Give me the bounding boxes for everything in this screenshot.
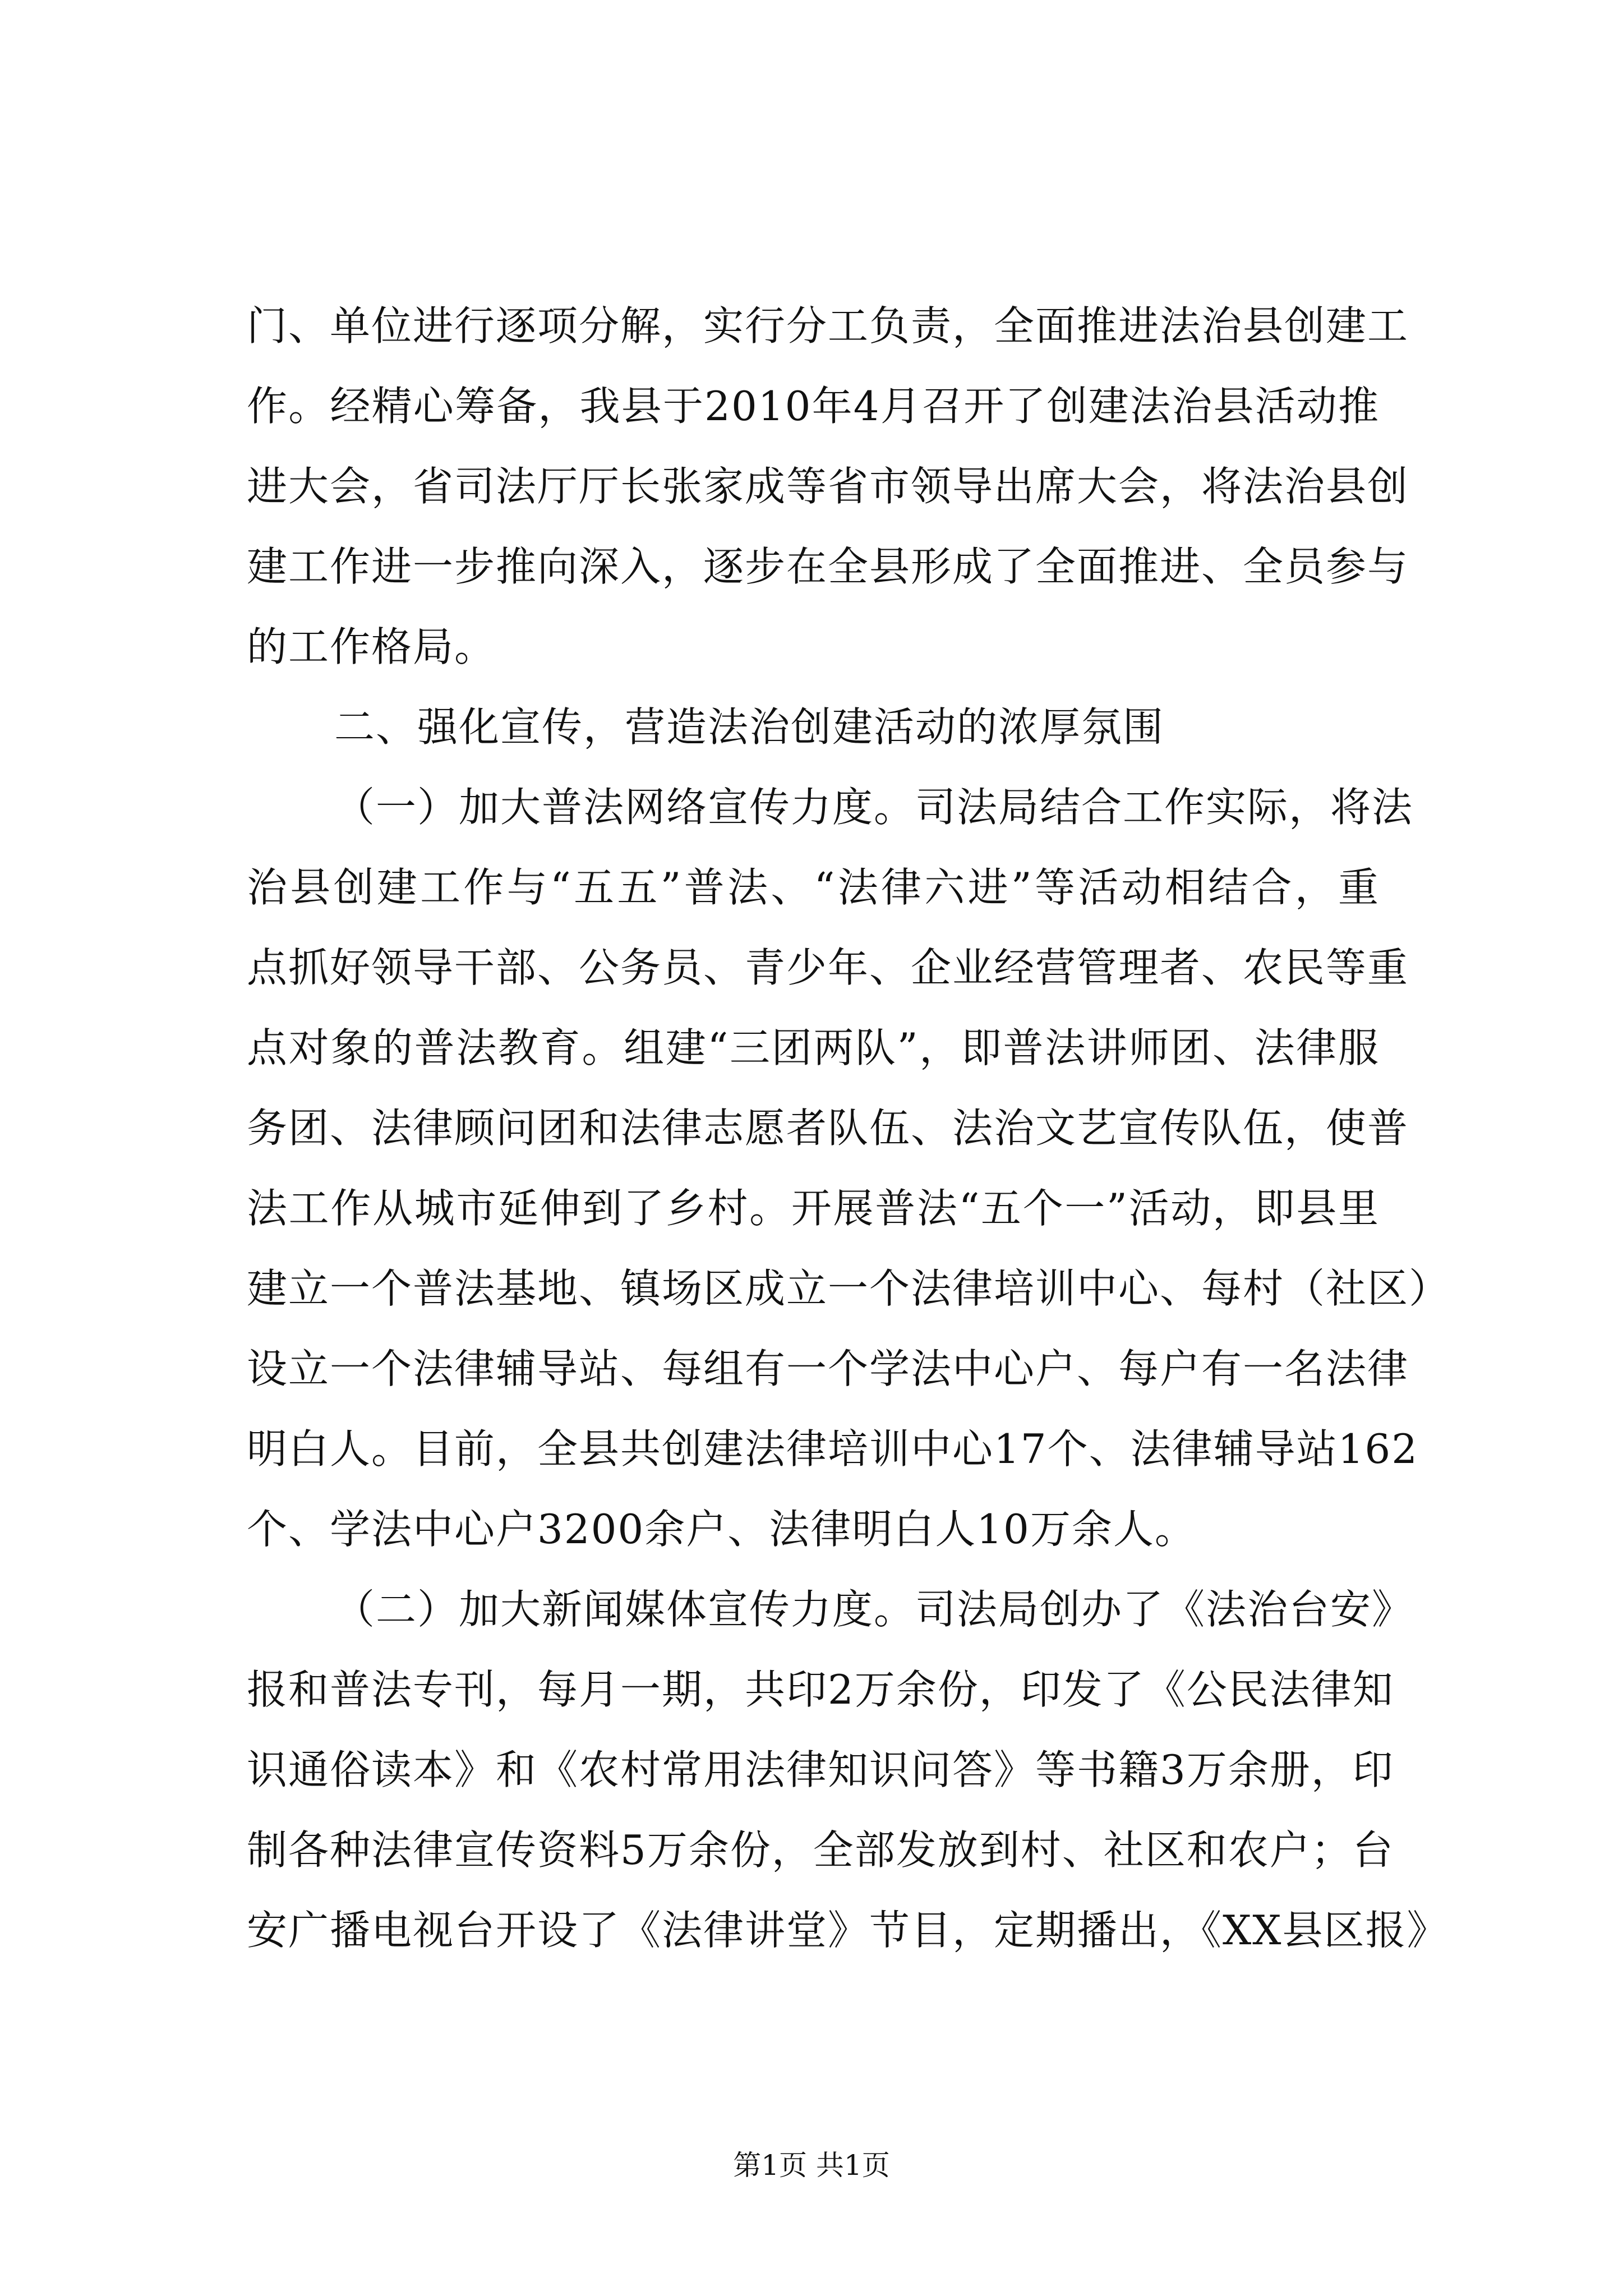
- text-line: 点抓好领导干部、公务员、青少年、企业经营管理者、农民等重: [247, 944, 1409, 991]
- text-line: 点对象的普法教育。组建“三团两队”，即普法讲师团、法律服: [247, 1024, 1380, 1071]
- paragraph-start-line: （一）加大普法网络宣传力度。司法局结合工作实际，将法: [334, 784, 1414, 831]
- text-line: 明白人。目前，全县共创建法律培训中心17个、法律辅导站162: [247, 1425, 1419, 1473]
- text-line: 个、学法中心户3200余户、法律明白人10万余人。: [247, 1506, 1196, 1553]
- text-line: 制各种法律宣传资料5万余份，全部发放到村、社区和农户；台: [247, 1826, 1394, 1874]
- text-line: 建工作进一步推向深入，逐步在全县形成了全面推进、全员参与: [247, 543, 1409, 590]
- text-line: 务团、法律顾问团和法律志愿者队伍、法治文艺宣传队伍，使普: [247, 1105, 1409, 1152]
- text-line: 治县创建工作与“五五”普法、“法律六进”等活动相结合，重: [247, 864, 1380, 911]
- text-line: 设立一个法律辅导站、每组有一个学法中心户、每户有一名法律: [247, 1345, 1409, 1392]
- text-line: 门、单位进行逐项分解，实行分工负责，全面推进法治县创建工: [247, 302, 1409, 349]
- text-line: 报和普法专刊，每月一期，共印2万余份，印发了《公民法律知: [247, 1666, 1394, 1713]
- paragraph-start-line: （二）加大新闻媒体宣传力度。司法局创办了《法治台安》: [334, 1586, 1414, 1633]
- page-footer: 第1页 共1页: [733, 2149, 890, 2182]
- text-line: 法工作从城市延伸到了乡村。开展普法“五个一”活动，即县里: [247, 1185, 1380, 1232]
- document-body: [247, 286, 1451, 1971]
- section-heading: 二、强化宣传，营造法治创建活动的浓厚氛围: [334, 703, 1165, 751]
- text-line: 的工作格局。: [247, 623, 496, 670]
- text-line: 识通俗读本》和《农村常用法律知识问答》等书籍3万余册，印: [247, 1746, 1394, 1793]
- text-line: 作。经精心筹备，我县于2010年4月召开了创建法治县活动推: [247, 383, 1380, 430]
- text-line: 进大会，省司法厅厅长张家成等省市领导出席大会，将法治县创: [247, 463, 1409, 510]
- text-line: 建立一个普法基地、镇场区成立一个法律培训中心、每村（社区）: [247, 1265, 1451, 1312]
- text-line: 安广播电视台开设了《法律讲堂》节目，定期播出，《XX县区报》: [247, 1907, 1449, 1954]
